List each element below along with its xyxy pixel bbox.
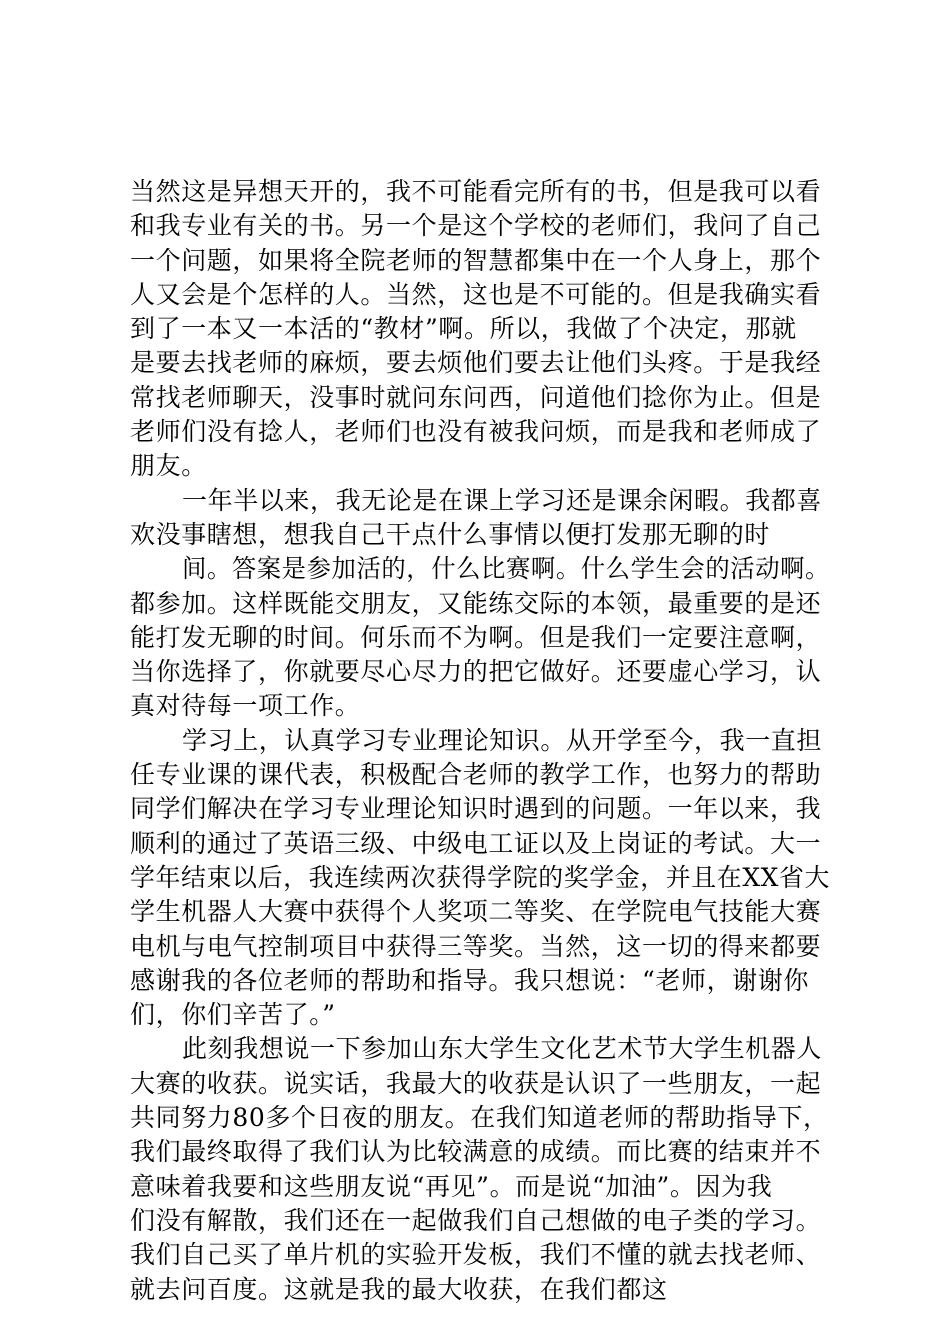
text-line: 共同努力80多个日夜的朋友。在我们知道老师的帮助指导下，: [130, 1103, 829, 1133]
text-line: 能打发无聊的时间。何乐而不为啊。但是我们一定要注意啊，: [130, 622, 822, 652]
text-line: 欢没事瞎想，想我自己干点什么事情以便打发那无聊的时: [130, 519, 771, 549]
text-line: 此刻我想说一下参加山东大学生文化艺术节大学生机器人: [182, 1034, 823, 1064]
text-line: 就去问百度。这就是我的最大收获，在我们都这: [130, 1274, 668, 1304]
text-line: 真对待每一项工作。: [130, 691, 361, 721]
text-line: 们，你们辛苦了。”: [130, 1000, 336, 1030]
text-line: 学年结束以后，我连续两次获得学院的奖学金，并且在XX省大: [130, 862, 831, 892]
text-line: 朋友。: [130, 451, 207, 481]
body-text: [130, 175, 830, 1307]
text-line: 间。答案是参加活的，什么比赛啊。什么学生会的活动啊。: [182, 554, 830, 584]
text-line: 感谢我的各位老师的帮助和指导。我只想说：“老师，谢谢你: [130, 965, 809, 995]
text-line: 一年半以来，我无论是在课上学习还是课余闲暇。我都喜: [182, 485, 823, 515]
text-line: 意味着我要和这些朋友说“再见”。而是说“加油”。因为我: [130, 1171, 773, 1201]
text-line: 任专业课的课代表，积极配合老师的教学工作，也努力的帮助: [130, 760, 822, 790]
text-line: 都参加。这样既能交朋友，又能练交际的本领，最重要的是还: [130, 588, 822, 618]
text-line: 大赛的收获。说实话，我最大的收获是认识了一些朋友，一起: [130, 1068, 822, 1098]
text-line: 到了一本又一本活的“教材”啊。所以，我做了个决定，那就: [130, 314, 797, 344]
text-line: 人又会是个怎样的人。当然，这也是不可能的。但是我确实看: [130, 279, 822, 309]
text-line: 学习上，认真学习专业理论知识。从开学至今，我一直担: [182, 725, 823, 755]
text-line: 当然这是异想天开的，我不可能看完所有的书，但是我可以看: [130, 177, 822, 206]
text-line: 我们自己买了单片机的实验开发板，我们不懂的就去找老师、: [130, 1240, 822, 1270]
text-line: 电机与电气控制项目中获得三等奖。当然，这一切的得来都要: [130, 931, 822, 961]
text-line: 顺利的通过了英语三级、中级电工证以及上岗证的考试。大一: [130, 828, 822, 858]
text-line: 同学们解决在学习专业理论知识时遇到的问题。一年以来，我: [130, 794, 822, 824]
text-line: 当你选择了，你就要尽心尽力的把它做好。还要虚心学习，认: [130, 657, 822, 687]
text-line: 我们最终取得了我们认为比较满意的成绩。而比赛的结束并不: [130, 1137, 822, 1167]
text-line: 和我专业有关的书。另一个是这个学校的老师们，我问了自己: [130, 211, 822, 241]
text-line: 一个问题，如果将全院老师的智慧都集中在一个人身上，那个: [130, 245, 822, 275]
text-line: 老师们没有捻人，老师们也没有被我问烦，而是我和老师成了: [130, 417, 822, 447]
text-line: 学生机器人大赛中获得个人奖项二等奖、在学院电气技能大赛: [130, 897, 822, 927]
text-line: 常找老师聊天，没事时就问东问西，问道他们捻你为止。但是: [130, 382, 822, 412]
text-line: 们没有解散，我们还在一起做我们自己想做的电子类的学习。: [130, 1205, 822, 1235]
text-line: 是要去找老师的麻烦，要去烦他们要去让他们头疼。于是我经: [130, 348, 822, 378]
